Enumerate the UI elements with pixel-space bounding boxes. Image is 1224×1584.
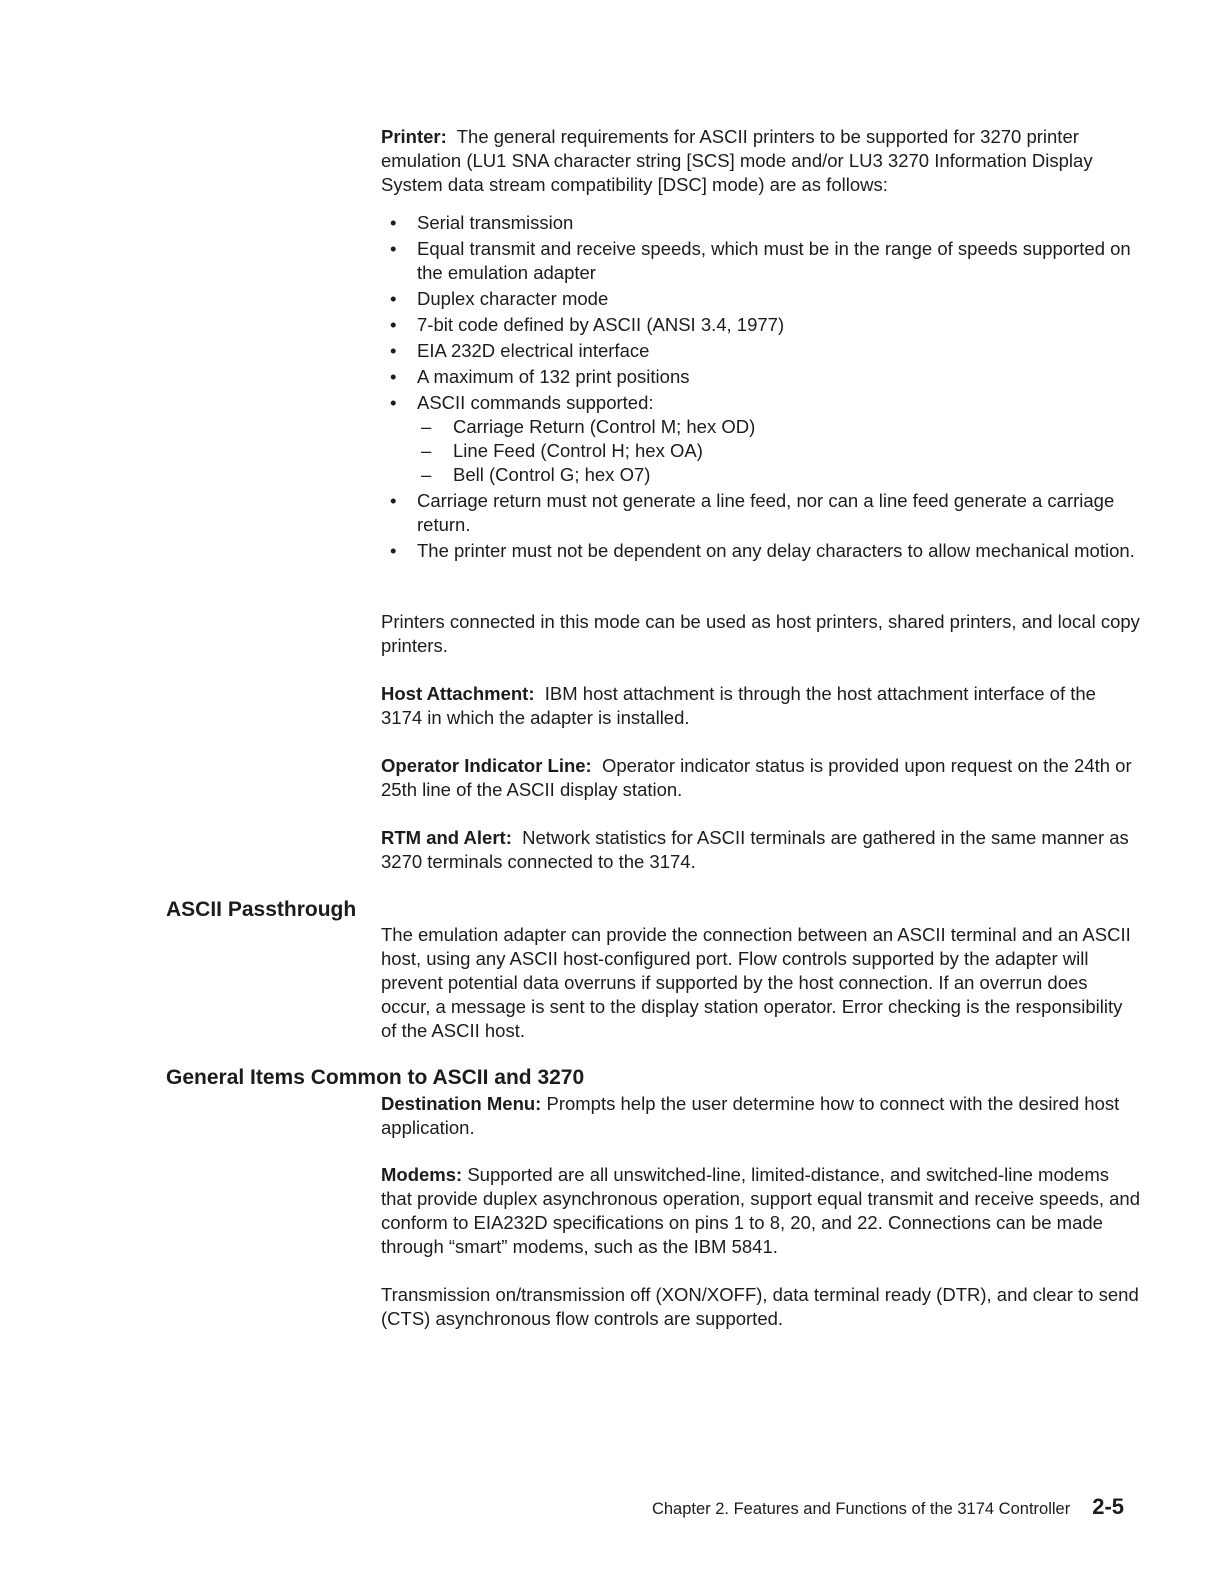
host-attachment-section [381,682,1141,730]
rtm-alert-text: Network statistics for ASCII terminals are gathered in the same manner as 3270 terminals connected to the 3174. [381,827,1129,872]
list-item: • Equal transmit and receive speeds, which must be in the range of speeds supported on the emulation adapter [381,237,1141,285]
ascii-passthrough-section [381,923,1141,1043]
host-attachment-lead: Host Attachment: [381,683,535,704]
chapter-title: Chapter 2. Features and Functions of the 3174 Controller [651,1500,1071,1518]
modems-text: Supported are all unswitched-line, limited-distance, and switched-line modems that provide duplex asynchronous operation, support equal transmit and receive speeds, and conform to EIA232D specifications on pins 1 to 8, 20, and 22. Connections can be made through “smart” modems, such as the IBM 5841. [381,1164,1140,1257]
printer-paragraph [381,125,1141,197]
destination-menu-text: Prompts help the user determine how to connect with the desired host application. [381,1093,1120,1138]
operator-indicator-lead: Operator Indicator Line: [381,755,592,776]
destination-menu-lead: Destination Menu: [381,1093,542,1114]
printers-usage-text: Printers connected in this mode can be used as host printers, shared printers, and local copy printers. [381,611,1140,656]
printer-section [381,125,1141,563]
commands-label: ASCII commands supported: [417,392,654,413]
list-item: • A maximum of 132 print positions [381,365,1141,389]
printer-intro: The general requirements for ASCII printers to be supported for 3270 printer emulation (LU1 SNA character string [SCS] mode and/or LU3 3270 Information Display System data stream compatibility [DSC] mode) are as follows: [381,126,1093,195]
list-item: • Carriage return must not generate a line feed, nor can a line feed generate a carriage return. [381,489,1141,537]
operator-indicator-text: Operator indicator status is provided upon request on the 24th or 25th line of the ASCII display station. [381,755,1132,800]
host-attachment-text: IBM host attachment is through the host attachment interface of the 3174 in which the adapter is installed. [381,683,1096,728]
command-item: – Carriage Return (Control M; hex OD) [417,415,1141,439]
list-item: • Serial transmission [381,211,1141,235]
ascii-commands-list [417,415,1141,487]
destination-menu-section [381,1092,1141,1140]
general-items-heading: General Items Common to ASCII and 3270 [166,1066,585,1089]
ascii-passthrough-heading: ASCII Passthrough [166,898,357,921]
command-item: – Bell (Control G; hex O7) [417,463,1141,487]
printer-lead: Printer: [381,126,447,147]
printers-usage [381,610,1141,658]
modems-section [381,1163,1141,1259]
list-item: • 7-bit code defined by ASCII (ANSI 3.4, 1977) [381,313,1141,337]
rtm-alert-section [381,826,1141,874]
list-item: • Duplex character mode [381,287,1141,311]
modems-lead: Modems: [381,1164,463,1185]
flow-controls-section [381,1283,1141,1331]
page-number: 2-5 [1092,1494,1124,1519]
list-item: • EIA 232D electrical interface [381,339,1141,363]
rtm-alert-lead: RTM and Alert: [381,827,512,848]
ascii-passthrough-text: The emulation adapter can provide the connection between an ASCII terminal and an ASCII host, using any ASCII host-configured port. Flow controls supported by the adapter will prevent potential data overruns if supported by the host connection. If an overrun does occur, a message is sent to the display station operator. Error checking is the responsibility of the ASCII host. [381,924,1131,1041]
list-item [381,391,1141,487]
printer-requirements-list [381,211,1141,563]
flow-controls-text: Transmission on/transmission off (XON/XOFF), data terminal ready (DTR), and clear to send (CTS) asynchronous flow controls are supported. [381,1284,1139,1329]
command-item: – Line Feed (Control H; hex OA) [417,439,1141,463]
operator-indicator-section [381,754,1141,802]
page-footer [652,1494,1124,1522]
list-item: • The printer must not be dependent on any delay characters to allow mechanical motion. [381,539,1141,563]
